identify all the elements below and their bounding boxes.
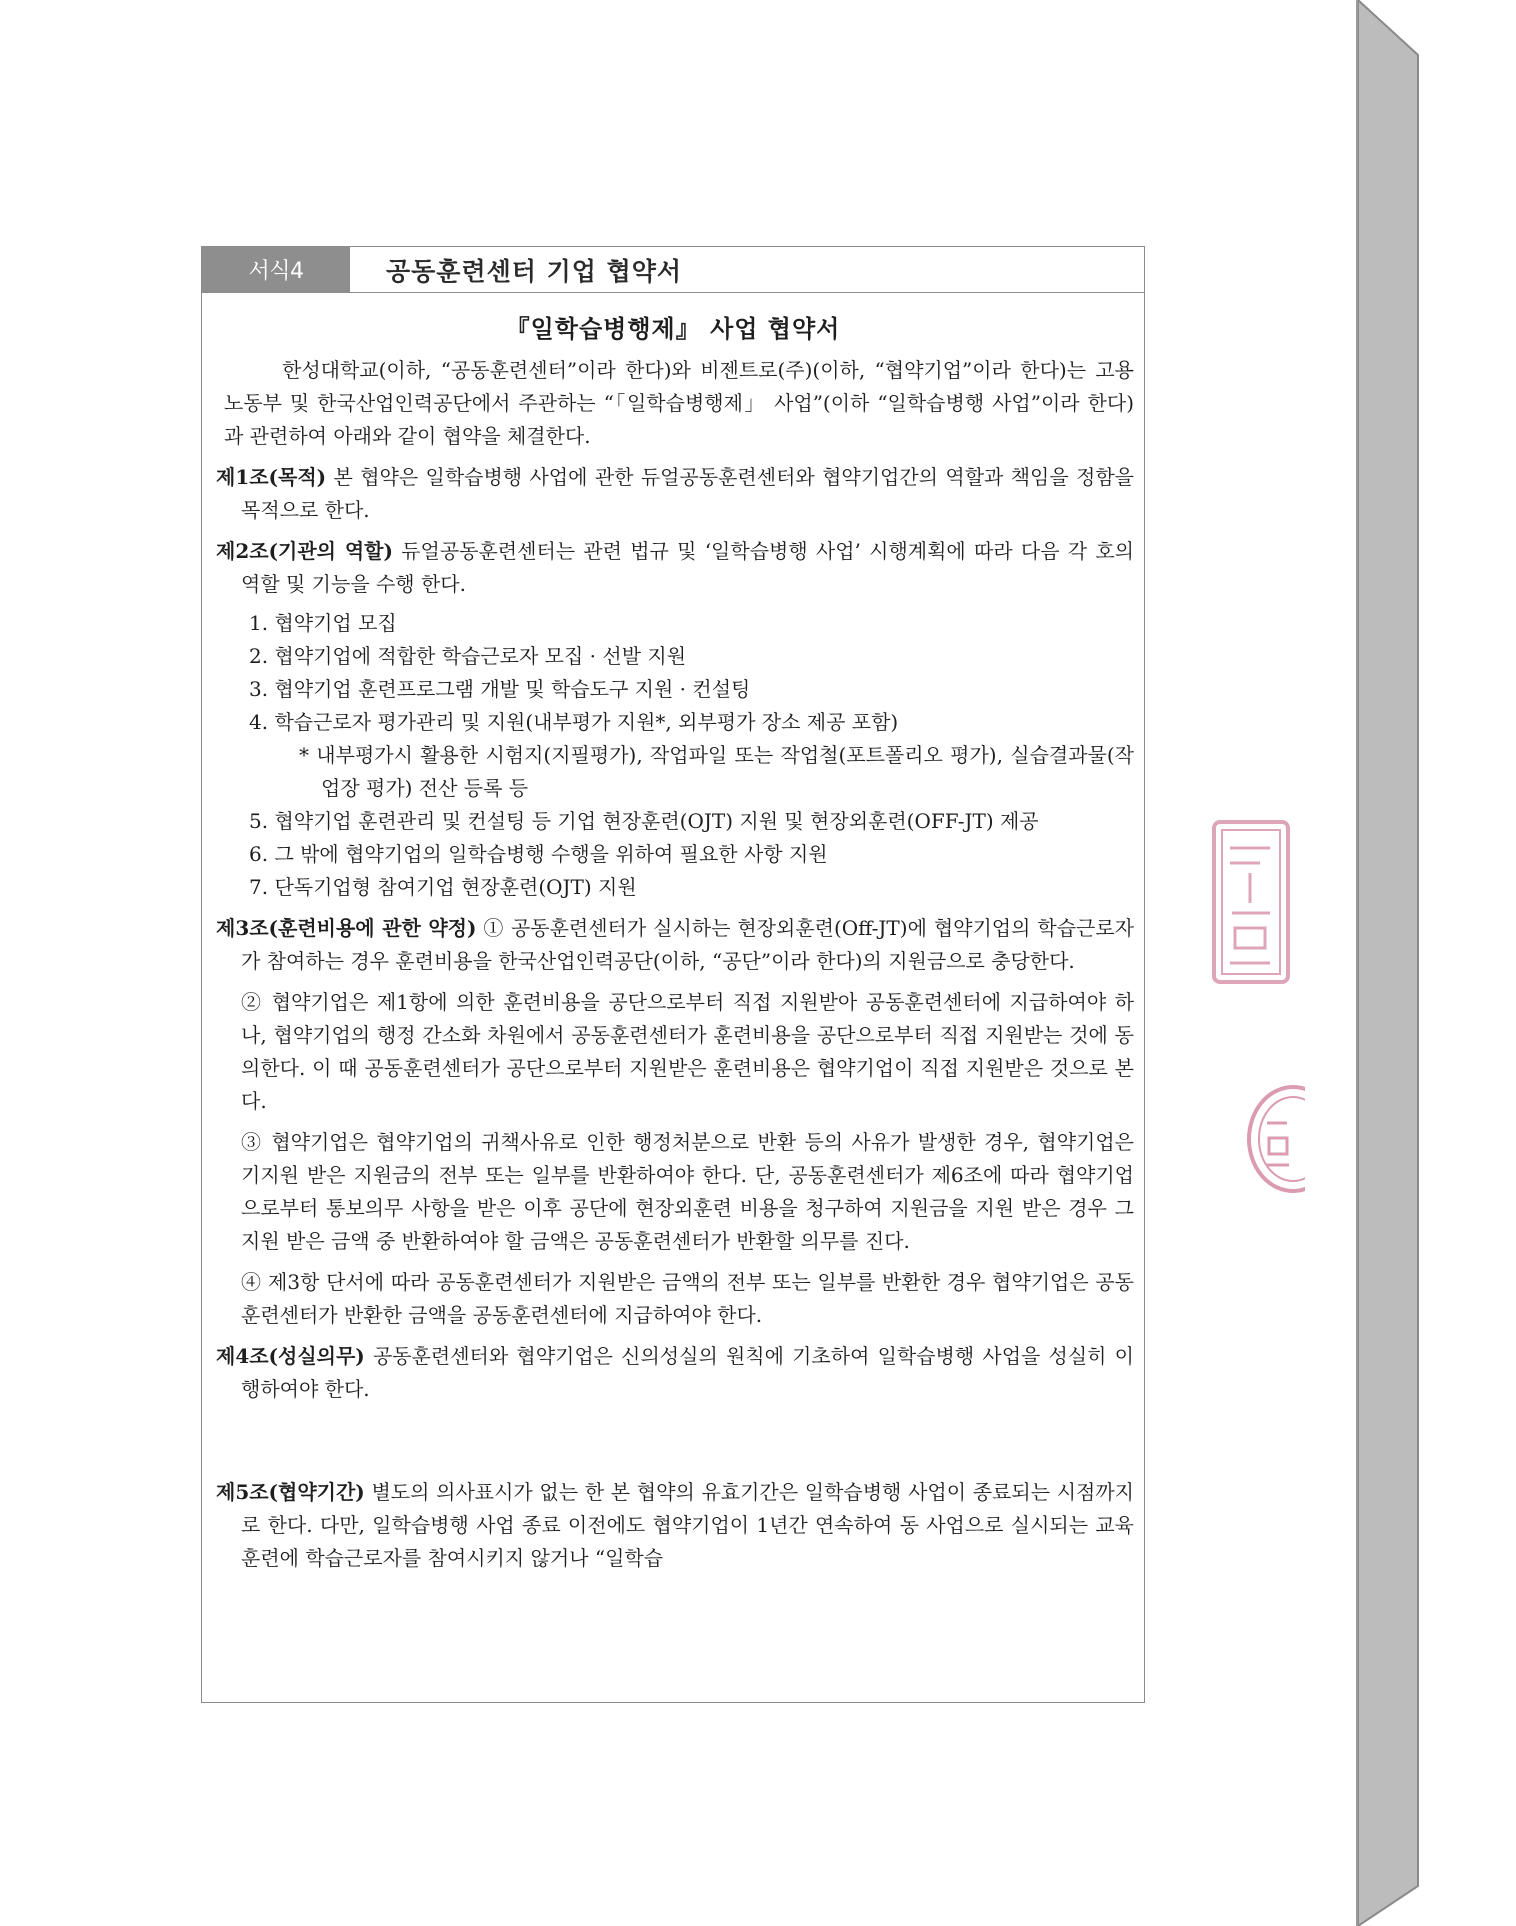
article-2-text: 듀얼공동훈련센터는 관련 법규 및 ‘일학습병행 사업’ 시행계획에 따라 다음 각 호의 역할 및 기능을 수행 한다. xyxy=(241,539,1134,596)
article-4-text: 공동훈련센터와 협약기업은 신의성실의 원칙에 기초하여 일학습병행 사업을 성실히 이행하여야 한다. xyxy=(241,1344,1134,1401)
list-item: 7. 단독기업형 참여기업 현장훈련(OJT) 지원 xyxy=(249,875,637,899)
agreement-document xyxy=(201,246,1145,1703)
list-item: 4. 학습근로자 평가관리 및 지원(내부평가 지원*, 외부평가 장소 제공 포함) xyxy=(249,710,899,734)
document-header xyxy=(202,247,1144,293)
article-5 xyxy=(216,1476,1134,1575)
article-4-heading: 제4조(성실의무) xyxy=(216,1344,365,1368)
article-1-text: 본 협약은 일학습병행 사업에 관한 듀얼공동훈련센터와 협약기업간의 역할과 책임을 정함을 목적으로 한다. xyxy=(241,465,1134,522)
article-1-heading: 제1조(목적) xyxy=(216,465,327,489)
article-2 xyxy=(216,535,1134,601)
list-item: 1. 협약기업 모집 xyxy=(249,611,397,635)
article-2-list xyxy=(216,607,1134,904)
list-item: 5. 협약기업 훈련관리 및 컨설팅 등 기업 현장훈련(OJT) 지원 및 현장외훈련(OFF-JT) 제공 xyxy=(249,809,1039,833)
article-2-heading: 제2조(기관의 역할) xyxy=(216,539,393,563)
document-body xyxy=(202,354,1144,1575)
article-5-text: 별도의 의사표시가 없는 한 본 협약의 유효기간은 일학습병행 사업이 종료되는 시점까지로 한다. 다만, 일학습병행 사업 종료 이전에도 협약기업이 1년간 연속하여 동 사업으로 실시되는 교육훈련에 학습근로자를 참여시키지 않거나 “일학습 xyxy=(241,1480,1134,1570)
form-label: 서식4 xyxy=(202,247,350,292)
article-3-clause-2: ② 협약기업은 제1항에 의한 훈련비용을 공단으로부터 직접 지원받아 공동훈련센터에 지급하여야 하나, 협약기업의 행정 간소화 차원에서 공동훈련센터가 훈련비용을 공단으로부터 직접 지원받는 것에 동의한다. 이 때 공동훈련센터가 공단으로부터 지원받은 훈련비용은 협약기업이 직접 지원받은 것으로 본다. xyxy=(241,990,1134,1113)
article-3-clause-3: ③ 협약기업은 협약기업의 귀책사유로 인한 행정처분으로 반환 등의 사유가 발생한 경우, 협약기업은 기지원 받은 지원금의 전부 또는 일부를 반환하여야 한다. 단, 공동훈련센터가 제6조에 따라 협약기업으로부터 통보의무 사항을 받은 이후 공단에 현장외훈련 비용을 청구하여 지원금을 지원 받은 경우 그 지원 받은 금액 중 반환하여야 할 금액은 공동훈련센터가 반환할 의무를 진다. xyxy=(241,1130,1134,1253)
spacer xyxy=(216,1414,1134,1476)
header-title: 공동훈련센터 기업 협약서 xyxy=(386,256,683,286)
list-item: 3. 협약기업 훈련프로그램 개발 및 학습도구 지원 · 컨설팅 xyxy=(249,677,751,701)
intro-paragraph: 한성대학교(이하, “공동훈련센터”이라 한다)와 비젠트로(주)(이하, “협약기업”이라 한다)는 고용노동부 및 한국산업인력공단에서 주관하는 “「일학습병행제」 사업”(이하 “일학습병행 사업”이라 한다)과 관련하여 아래와 같이 협약을 체결한다. xyxy=(224,358,1134,448)
list-note: * 내부평가시 활용한 시험지(지필평가), 작업파일 또는 작업철(포트폴리오 평가), 실습결과물(작업장 평가) 전산 등록 등 xyxy=(299,743,1134,800)
article-3-clause-4: ④ 제3항 단서에 따라 공동훈련센터가 지원받은 금액의 전부 또는 일부를 반환한 경우 협약기업은 공동훈련센터가 반환한 금액을 공동훈련센터에 지급하여야 한다. xyxy=(241,1270,1134,1327)
article-5-heading: 제5조(협약기간) xyxy=(216,1480,365,1504)
list-item: 2. 협약기업에 적합한 학습근로자 모집 · 선발 지원 xyxy=(249,644,687,668)
article-4 xyxy=(216,1340,1134,1406)
document-title: 『일학습병행제』 사업 협약서 xyxy=(505,314,841,343)
article-3 xyxy=(216,912,1134,978)
article-1 xyxy=(216,461,1134,527)
list-item: 6. 그 밖에 협약기업의 일학습병행 수행을 위하여 필요한 사항 지원 xyxy=(249,842,828,866)
page-edge xyxy=(1358,0,1424,1926)
article-3-text: ① 공동훈련센터가 실시하는 현장외훈련(Off-JT)에 협약기업의 학습근로자가 참여하는 경우 훈련비용을 한국산업인력공단(이하, “공단”이라 한다)의 지원금으로 충당한다. xyxy=(241,916,1134,973)
article-3-heading: 제3조(훈련비용에 관한 약정) xyxy=(216,916,477,940)
round-seal-stamp xyxy=(1245,1083,1305,1195)
square-seal-stamp xyxy=(1210,818,1292,986)
